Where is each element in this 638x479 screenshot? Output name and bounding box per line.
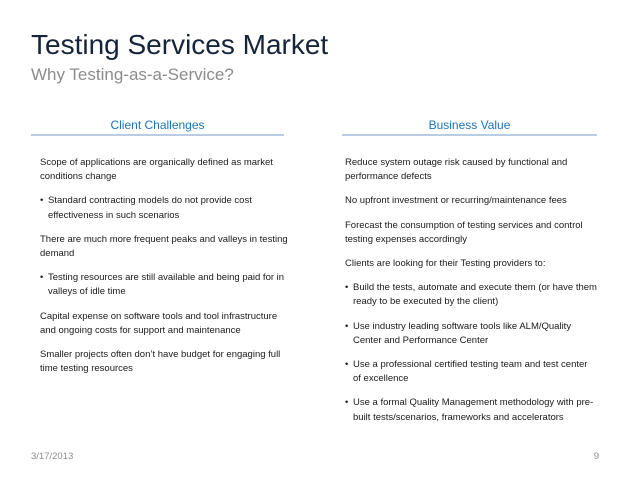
bullet-icon: • <box>345 359 349 371</box>
value-paragraph: Reduce system outage risk caused by functional and performance defects <box>345 157 568 183</box>
client-challenges-heading <box>31 115 284 135</box>
value-bullet-item <box>345 396 597 424</box>
value-paragraph: Forecast the consumption of testing services and control testing expenses accordingly <box>345 219 583 245</box>
challenge-paragraph: Capital expense on software tools and tool infrastructure and ongoing costs for support and maintenance <box>40 310 278 336</box>
value-bullet-text: Use a professional certified testing team and test center of excellence <box>353 359 588 385</box>
bullet-icon: • <box>345 282 349 294</box>
value-bullet-text: Use a formal Quality Management methodology with pre-built tests/scenarios, frameworks and accelerators <box>353 397 594 423</box>
challenge-paragraph: There are much more frequent peaks and valleys in testing demand <box>40 233 288 260</box>
bullet-icon: • <box>40 272 44 284</box>
value-paragraph: No upfront investment or recurring/maintenance fees <box>345 195 567 207</box>
value-bullet-item <box>345 358 597 386</box>
value-bullet-item <box>345 281 597 309</box>
challenge-paragraph: Smaller projects often don’t have budget for engaging full time testing resources <box>40 349 281 375</box>
bullet-icon: • <box>345 397 349 409</box>
challenge-bullet-item <box>40 271 288 299</box>
challenge-bullet-text: Standard contracting models do not provide cost effectiveness in such scenarios <box>48 195 252 221</box>
heading-underline <box>342 134 597 136</box>
business-value-heading <box>342 115 597 135</box>
challenge-bullet-item <box>40 194 288 222</box>
business-value-column <box>345 156 597 435</box>
challenge-paragraph: Scope of applications are organically defined as market conditions change <box>40 157 273 183</box>
challenge-bullet-text: Testing resources are still available and being paid for in valleys of idle time <box>48 272 285 298</box>
value-bullet-text: Build the tests, automate and execute them (or have them ready to be executed by the client) <box>353 282 597 308</box>
slide-title: Testing Services Market <box>31 29 329 60</box>
value-bullet-text: Use industry leading software tools like ALM/Quality Center and Performance Center <box>353 320 572 346</box>
value-bullet-item <box>345 320 597 348</box>
heading-underline <box>31 134 284 136</box>
value-paragraph: Clients are looking for their Testing providers to: <box>345 258 546 270</box>
client-challenges-heading-text: Client Challenges <box>110 118 205 132</box>
bullet-icon: • <box>345 320 349 332</box>
slide-subtitle: Why Testing-as-a-Service? <box>31 65 234 84</box>
business-value-heading-text: Business Value <box>428 118 511 132</box>
bullet-icon: • <box>40 195 44 207</box>
page-number: 9 <box>593 451 599 462</box>
client-challenges-column <box>40 156 288 386</box>
footer-date: 3/17/2013 <box>31 451 74 462</box>
